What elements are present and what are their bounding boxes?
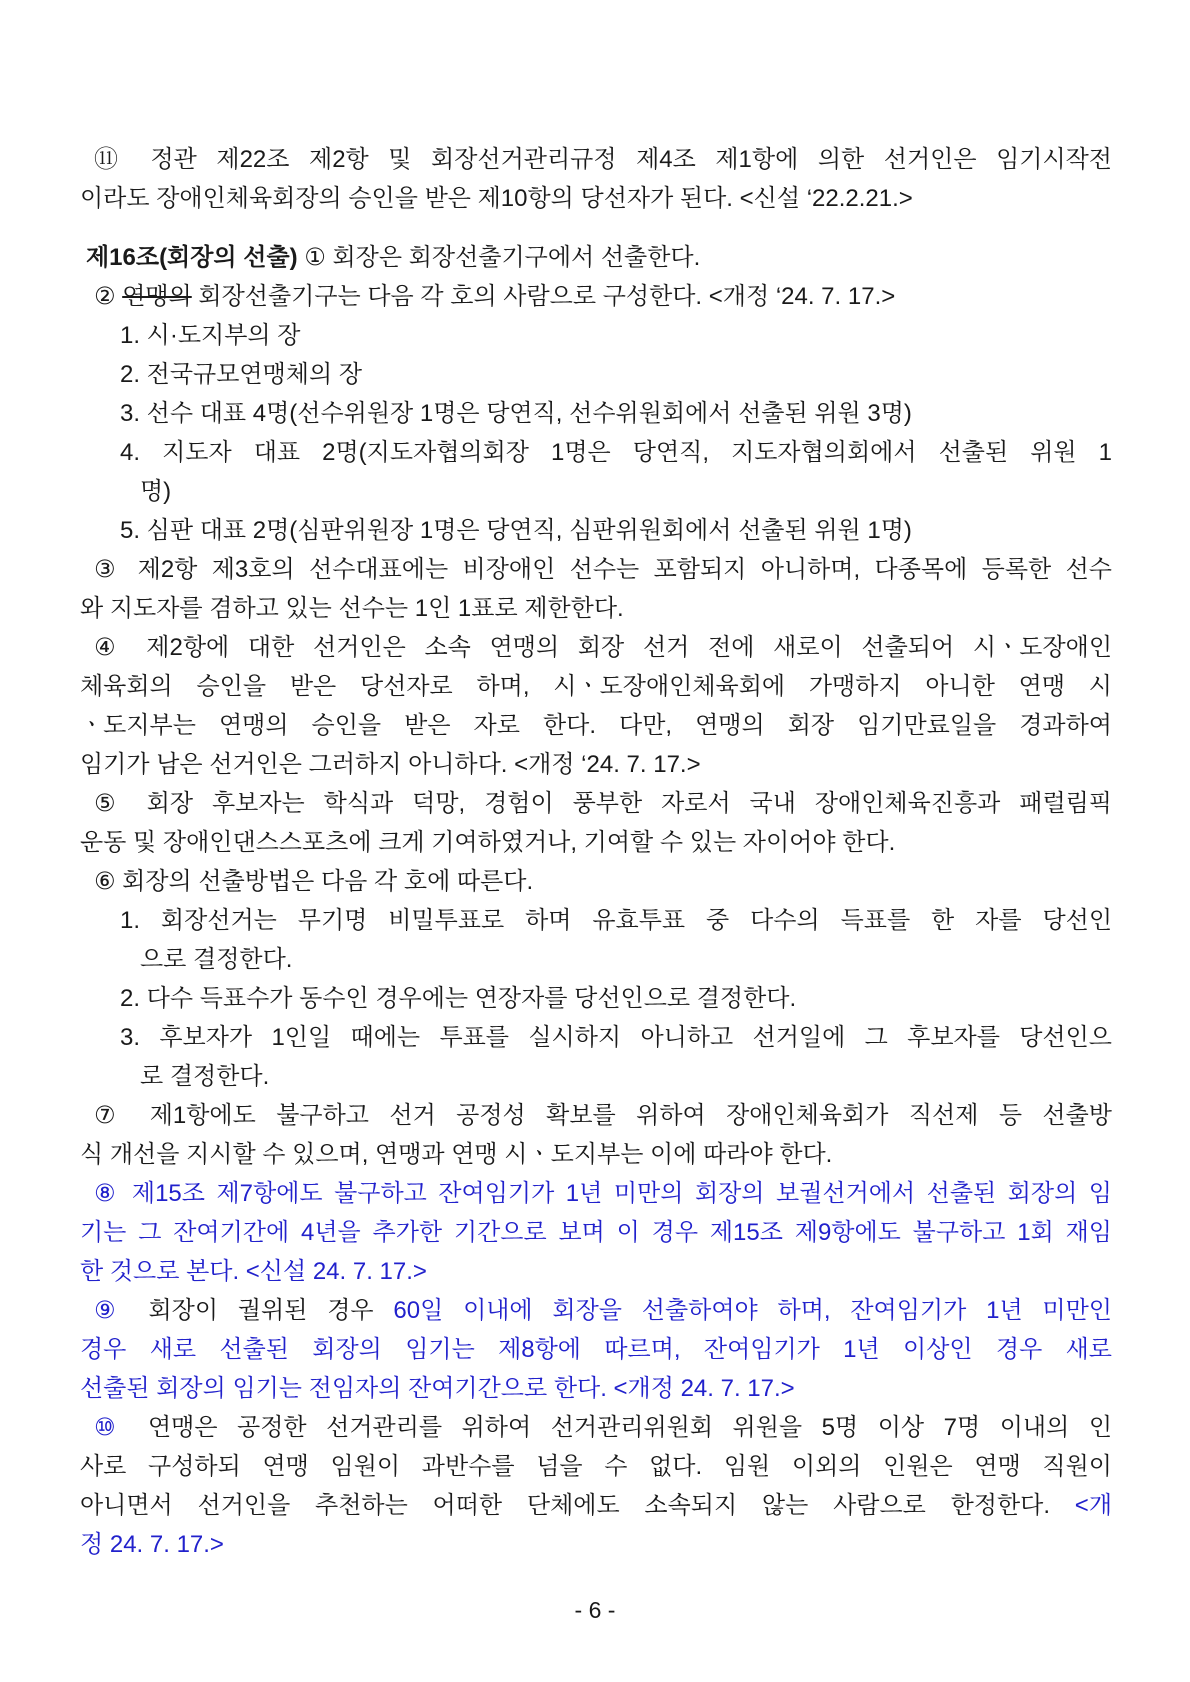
text-line	[80, 862, 1112, 901]
text-line	[80, 901, 1112, 940]
text-line	[80, 1252, 1112, 1291]
text-line	[80, 1174, 1112, 1213]
amendment-text: ⑩	[94, 1414, 148, 1441]
text-line	[80, 1369, 1112, 1408]
body-text: ⑥ 회장의 선출방법은 다음 각 호에 따른다.	[94, 868, 534, 895]
amendment-text: 경우 새로 선출된 회장의 임기는 제8항에 따르며, 잔여임기가 1년 이상인 경우 새로	[80, 1336, 1112, 1363]
text-line	[80, 1408, 1112, 1447]
text-line	[80, 667, 1112, 706]
body-text: 와 지도자를 겸하고 있는 선수는 1인 1표로 제한한다.	[80, 595, 624, 622]
body-text: 임기가 남은 선거인은 그러하지 아니하다. <개정 ‘24. 7. 17.>	[80, 751, 701, 778]
body-text: 아니면서 선거인을 추천하는 어떠한 단체에도 소속되지 않는 사람으로 한정한다.	[80, 1492, 1075, 1519]
text-line	[80, 706, 1112, 745]
page-number: - 6 -	[574, 1597, 616, 1623]
paragraph-7	[80, 1096, 1112, 1174]
amendment-text: <개	[1074, 1492, 1112, 1519]
body-text: ㆍ도지부는 연맹의 승인을 받은 자로 한다. 다만, 연맹의 회장 임기만료일을 경과하여	[80, 712, 1112, 739]
paragraph-4	[80, 628, 1112, 784]
amendment-text: ⑧ 제15조 제7항에도 불구하고 잔여임기가 1년 미만의 회장의 보궐선거에서 선출된 회장의 임	[94, 1180, 1112, 1207]
amendment-text: 기는 그 잔여기간에 4년을 추가한 기간으로 보며 이 경우 제15조 제9항에도 불구하고 1회 재임	[80, 1219, 1112, 1246]
body-text: 3. 후보자가 1인일 때에는 투표를 실시하지 아니하고 선거일에 그 후보자를 당선인으	[120, 1024, 1112, 1051]
text-line	[80, 1330, 1112, 1369]
text-line	[80, 1057, 1112, 1096]
text-line	[80, 511, 1112, 550]
body-text: 5. 심판 대표 2명(심판위원장 1명은 당연직, 심판위원회에서 선출된 위원 1명)	[120, 517, 912, 544]
body-text: 회장이 궐위된 경우	[148, 1297, 394, 1324]
item-6-1	[80, 901, 1112, 979]
text-line	[80, 745, 1112, 784]
body-text: ③ 제2항 제3호의 선수대표에는 비장애인 선수는 포함되지 아니하며, 다종목에 등록한 선수	[94, 556, 1112, 583]
body-text: 회장선출기구는 다음 각 호의 사람으로 구성한다. <개정 ‘24. 7. 17.>	[191, 283, 896, 310]
paragraph-3	[80, 550, 1112, 628]
deleted-text: 연맹의	[122, 283, 192, 310]
body-text: 1. 시·도지부의 장	[120, 322, 301, 349]
paragraph-2	[80, 277, 1112, 316]
text-line	[80, 1135, 1112, 1174]
item-5	[80, 511, 1112, 550]
amendment-text: 선출된 회장의 임기는 전임자의 잔여기간으로 한다. <개정 24. 7. 17.>	[80, 1375, 795, 1402]
text-line	[80, 316, 1112, 355]
text-line	[80, 1525, 1112, 1564]
text-line	[80, 940, 1112, 979]
body-text: ⑤ 회장 후보자는 학식과 덕망, 경험이 풍부한 자로서 국내 장애인체육진흥과 패럴림픽	[94, 790, 1112, 817]
item-6-3	[80, 1018, 1112, 1096]
text-line	[80, 1291, 1112, 1330]
body-text: 이라도 장애인체육회장의 승인을 받은 제10항의 당선자가 된다. <신설 ‘22.2.21.>	[80, 185, 913, 212]
body-text: ⑦ 제1항에도 불구하고 선거 공정성 확보를 위하여 장애인체육회가 직선제 등 선출방	[94, 1102, 1112, 1129]
body-text: 사로 구성하되 연맹 임원이 과반수를 넘을 수 없다. 임원 이외의 인원은 연맹 직원이	[80, 1453, 1112, 1480]
text-line	[80, 1213, 1112, 1252]
item-6-2	[80, 979, 1112, 1018]
body-text: 1. 회장선거는 무기명 비밀투표로 하며 유효투표 중 다수의 득표를 한 자를 당선인	[120, 907, 1112, 934]
item-3	[80, 394, 1112, 433]
body-text: ④ 제2항에 대한 선거인은 소속 연맹의 회장 선거 전에 새로이 선출되어 시ㆍ도장애인	[94, 634, 1112, 661]
body-text: 명)	[140, 478, 172, 505]
text-line	[80, 1447, 1112, 1486]
text-line	[80, 823, 1112, 862]
text-line	[80, 1096, 1112, 1135]
body-text: 로 결정한다.	[140, 1063, 270, 1090]
article-title: 제16조(회장의 선출)	[86, 244, 298, 271]
text-line	[80, 355, 1112, 394]
paragraph-11	[80, 140, 1112, 218]
text-line	[80, 784, 1112, 823]
amendment-text: 한 것으로 본다. <신설 24. 7. 17.>	[80, 1258, 427, 1285]
body-text: ① 회장은 회장선출기구에서 선출한다.	[297, 244, 701, 271]
body-text: 3. 선수 대표 4명(선수위원장 1명은 당연직, 선수위원회에서 선출된 위원 3명)	[120, 400, 912, 427]
body-text: 식 개선을 지시할 수 있으며, 연맹과 연맹 시ㆍ도지부는 이에 따라야 한다.	[80, 1141, 833, 1168]
amendment-text: 60일 이내에 회장을 선출하여야 하며, 잔여임기가 1년 미만인	[393, 1297, 1112, 1324]
text-line	[80, 433, 1112, 472]
text-line	[80, 394, 1112, 433]
body-text: 운동 및 장애인댄스스포츠에 크게 기여하였거나, 기여할 수 있는 자이어야 한다.	[80, 829, 896, 856]
body-text: 2. 다수 득표수가 동수인 경우에는 연장자를 당선인으로 결정한다.	[120, 985, 797, 1012]
text-line	[80, 628, 1112, 667]
paragraph-10	[80, 1408, 1112, 1564]
body-text: ②	[94, 283, 123, 310]
paragraph-6	[80, 862, 1112, 901]
body-text: 4. 지도자 대표 2명(지도자협의회장 1명은 당연직, 지도자협의회에서 선출된 위원 1	[120, 439, 1112, 466]
text-line	[80, 472, 1112, 511]
body-text: 으로 결정한다.	[140, 946, 293, 973]
body-text: ⑪ 정관 제22조 제2항 및 회장선거관리규정 제4조 제1항에 의한 선거인은 임기시작전	[94, 146, 1112, 173]
text-line	[80, 179, 1112, 218]
document-body	[80, 140, 1112, 1564]
item-2	[80, 355, 1112, 394]
paragraph-9	[80, 1291, 1112, 1408]
text-line	[80, 550, 1112, 589]
text-line	[80, 140, 1112, 179]
body-text: 체육회의 승인을 받은 당선자로 하며, 시ㆍ도장애인체육회에 가맹하지 아니한 연맹 시	[80, 673, 1112, 700]
body-text: 2. 전국규모연맹체의 장	[120, 361, 363, 388]
text-line	[80, 589, 1112, 628]
amendment-text: 정 24. 7. 17.>	[80, 1531, 224, 1558]
item-4	[80, 433, 1112, 511]
text-line	[80, 238, 1112, 277]
body-text: 연맹은 공정한 선거관리를 위하여 선거관리위원회 위원을 5명 이상 7명 이내의 인	[147, 1414, 1113, 1441]
amendment-text: ⑨	[94, 1297, 149, 1324]
text-line	[80, 1486, 1112, 1525]
article-16-heading	[80, 238, 1112, 277]
text-line	[80, 979, 1112, 1018]
paragraph-5	[80, 784, 1112, 862]
text-line	[80, 277, 1112, 316]
item-1	[80, 316, 1112, 355]
text-line	[80, 1018, 1112, 1057]
paragraph-8	[80, 1174, 1112, 1291]
